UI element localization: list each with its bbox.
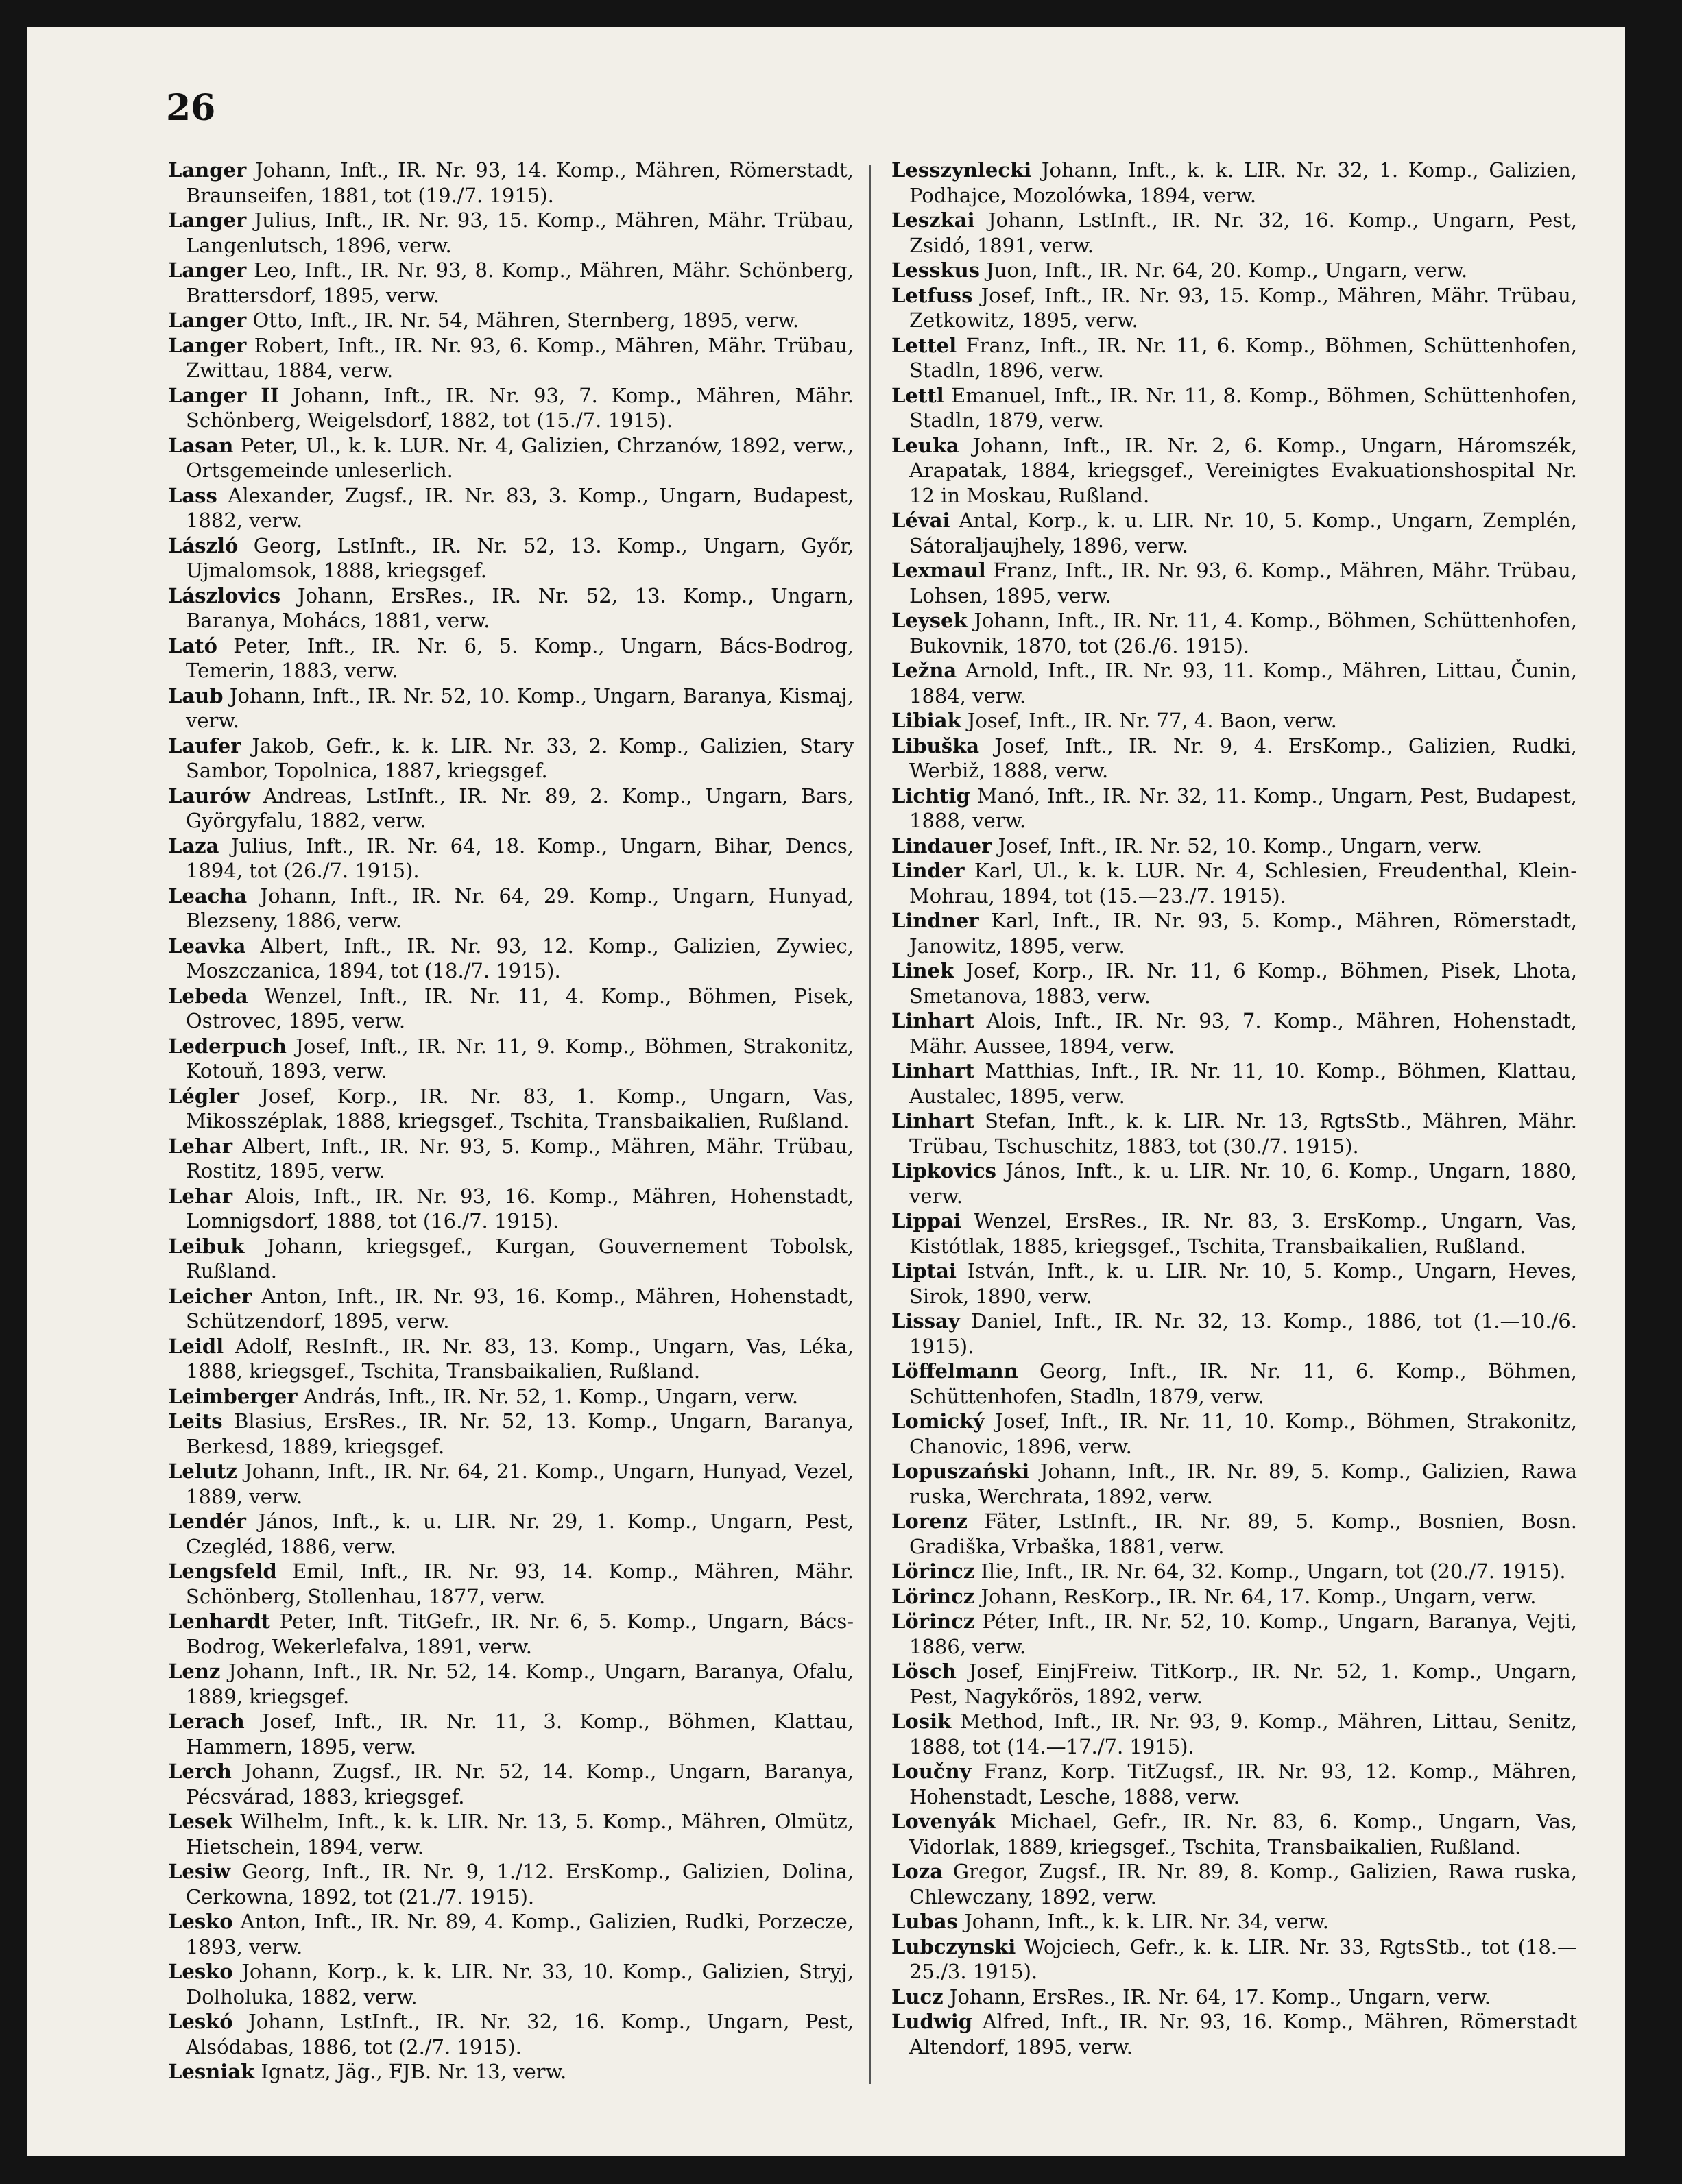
entry-details: Franz, Korp. TitZugsf., IR. Nr. 93, 12. Komp., Mähren, Hohenstadt, Lesche, 1888, verw.: [909, 1760, 1577, 1808]
entry-details: Arnold, Inft., IR. Nr. 93, 11. Komp., Mähren, Littau, Čunin, 1884, verw.: [909, 659, 1577, 707]
entry-details: Karl, Inft., IR. Nr. 93, 5. Komp., Mähren, Römerstadt, Janowitz, 1895, verw.: [909, 909, 1578, 958]
entry-surname: Lelutz: [168, 1459, 237, 1483]
entry-surname: Libiak: [891, 709, 961, 732]
register-entry: [891, 1259, 1577, 1309]
entry-details: Peter, Inft., IR. Nr. 6, 5. Komp., Ungarn, Bács-Bodrog, Temerin, 1883, verw.: [186, 633, 854, 682]
entry-details: Wenzel, ErsRes., IR. Nr. 83, 3. ErsKomp., Ungarn, Vas, Kistótlak, 1885, kriegsgef., Tschita, Transbaikalien, Rußland.: [909, 1209, 1577, 1258]
entry-surname: Leacha: [168, 884, 248, 908]
entry-details: Leo, Inft., IR. Nr. 93, 8. Komp., Mähren, Mähr. Schönberg, Brattersdorf, 1895, verw.: [186, 258, 854, 307]
entry-surname: Leicher: [168, 1284, 252, 1308]
entry-details: Johann, Inft., IR. Nr. 2, 6. Komp., Ungarn, Háromszék, Arapatak, 1884, kriegsgef., Vereinigtes Evakuationshospital Nr. 12 in Moskau, Rußland.: [909, 433, 1577, 507]
entry-surname: Lederpuch: [168, 1034, 287, 1058]
register-entry: [168, 258, 854, 308]
entry-surname: Lörincz: [891, 1560, 975, 1583]
register-entry: [168, 433, 854, 483]
entry-surname: Laurów: [168, 784, 250, 808]
entry-details: Jakob, Gefr., k. k. LIR. Nr. 33, 2. Komp., Galizien, Stary Sambor, Topolnica, 1887, kriegsgef.: [186, 733, 854, 782]
register-entry: [891, 1859, 1577, 1909]
entry-details: Method, Inft., IR. Nr. 93, 9. Komp., Mähren, Littau, Senitz, 1888, tot (14.—17./7. 1915).: [909, 1710, 1577, 1758]
register-entry: [891, 508, 1577, 558]
entry-surname: Leidl: [168, 1334, 224, 1358]
entry-surname: Linhart: [891, 1059, 975, 1082]
entry-surname: Linder: [891, 859, 965, 882]
register-entry: [891, 208, 1577, 258]
register-entry: [891, 1985, 1577, 2010]
entry-details: Johann, Inft., IR. Nr. 11, 4. Komp., Böhmen, Schüttenhofen, Bukovnik, 1870, tot (26./6. 1915).: [909, 609, 1577, 657]
register-entry: [168, 934, 854, 984]
entry-details: Josef, Inft., IR. Nr. 93, 15. Komp., Mähren, Mähr. Trübau, Zetkowitz, 1895, verw.: [909, 283, 1578, 332]
entry-surname: Lehar: [168, 1134, 232, 1158]
entry-details: Johann, ResKorp., IR. Nr. 64, 17. Komp., Ungarn, verw.: [981, 1584, 1537, 1608]
entry-surname: Ležna: [891, 659, 957, 682]
entry-surname: Lesek: [168, 1810, 232, 1833]
entry-details: Alois, Inft., IR. Nr. 93, 16. Komp., Mähren, Hohenstadt, Lomnigsdorf, 1888, tot (16./7. 1915).: [186, 1184, 854, 1233]
entry-surname: Leszkai: [891, 208, 975, 232]
entry-details: Johann, ErsRes., IR. Nr. 52, 13. Komp., Ungarn, Baranya, Mohács, 1881, verw.: [186, 583, 854, 632]
entry-surname: Lató: [168, 633, 217, 657]
entry-surname: Laufer: [168, 733, 241, 757]
register-entry: [168, 984, 854, 1034]
register-entry: [168, 1909, 854, 1959]
register-entry: [168, 1134, 854, 1184]
register-entry: [891, 1309, 1577, 1359]
register-entry: [891, 784, 1577, 834]
entry-surname: Lesskus: [891, 258, 980, 282]
entry-details: Josef, Inft., IR. Nr. 52, 10. Komp., Ungarn, verw.: [998, 834, 1482, 858]
entry-details: Albert, Inft., IR. Nr. 93, 12. Komp., Galizien, Zywiec, Moszczanica, 1894, tot (18./7. 1915).: [186, 934, 854, 982]
register-entry: [168, 208, 854, 258]
entry-surname: Liptai: [891, 1259, 957, 1283]
entry-surname: Leavka: [168, 934, 246, 958]
register-entry: [891, 1108, 1577, 1158]
register-entry: [168, 1859, 854, 1909]
register-entry: [891, 558, 1577, 608]
entry-details: Anton, Inft., IR. Nr. 89, 4. Komp., Galizien, Rudki, Porzecze, 1893, verw.: [186, 1910, 854, 1958]
entry-details: Julius, Inft., IR. Nr. 93, 15. Komp., Mähren, Mähr. Trübau, Langenlutsch, 1896, verw.: [186, 208, 854, 257]
register-entry: [168, 1659, 854, 1709]
page-number: 26: [166, 87, 216, 129]
register-entry: [168, 583, 854, 633]
entry-details: Emil, Inft., IR. Nr. 93, 14. Komp., Mähren, Mähr. Schönberg, Stollenhau, 1877, verw.: [186, 1560, 854, 1608]
entry-details: Anton, Inft., IR. Nr. 93, 16. Komp., Mähren, Hohenstadt, Schützendorf, 1895, verw.: [186, 1284, 854, 1333]
entry-details: Johann, ErsRes., IR. Nr. 64, 17. Komp., Ungarn, verw.: [949, 1985, 1491, 2009]
entry-surname: Lucz: [891, 1985, 944, 2009]
entry-details: Otto, Inft., IR. Nr. 54, Mähren, Sternberg, 1895, verw.: [252, 308, 800, 332]
entry-details: Georg, Inft., IR. Nr. 9, 1./12. ErsKomp., Galizien, Dolina, Cerkowna, 1892, tot (21./7. 1915).: [186, 1860, 854, 1908]
entry-details: Michael, Gefr., IR. Nr. 83, 6. Komp., Ungarn, Vas, Vidorlak, 1889, kriegsgef., Tschita, Transbaikalien, Rußland.: [909, 1810, 1577, 1858]
entry-surname: Langer: [168, 208, 247, 232]
entry-details: Johann, Zugsf., IR. Nr. 52, 14. Komp., Ungarn, Baranya, Pécsvárad, 1883, kriegsgef.: [186, 1760, 854, 1808]
entry-details: Manó, Inft., IR. Nr. 32, 11. Komp., Ungarn, Pest, Budapest, 1888, verw.: [909, 784, 1577, 832]
entry-details: Josef, Korp., IR. Nr. 83, 1. Komp., Ungarn, Vas, Mikosszéplak, 1888, kriegsgef., Tschita, Transbaikalien, Rußland.: [186, 1084, 854, 1132]
register-entry: [168, 633, 854, 683]
entry-details: Antal, Korp., k. u. LIR. Nr. 10, 5. Komp., Ungarn, Zemplén, Sátoraljaujhely, 1896, verw.: [909, 509, 1577, 557]
entry-surname: Leuka: [891, 433, 959, 457]
register-entry: [168, 1559, 854, 1609]
register-entry: [168, 1034, 854, 1084]
register-entry: [891, 1158, 1577, 1209]
entry-surname: Lopuszański: [891, 1459, 1030, 1483]
register-entry: [891, 1509, 1577, 1559]
entry-details: Peter, Inft. TitGefr., IR. Nr. 6, 5. Komp., Ungarn, Bács-Bodrog, Wekerlefalva, 1891, verw.: [186, 1610, 854, 1658]
entry-surname: Leits: [168, 1409, 223, 1433]
entry-surname: Lörincz: [891, 1584, 975, 1608]
register-entry: [168, 333, 854, 383]
entry-surname: Lenz: [168, 1660, 221, 1683]
entry-surname: Lesszynlecki: [891, 158, 1032, 182]
entry-surname: Löffelmann: [891, 1359, 1018, 1383]
entry-details: Georg, Inft., IR. Nr. 11, 6. Komp., Böhmen, Schüttenhofen, Stadln, 1879, verw.: [909, 1359, 1578, 1408]
register-entry: [168, 1234, 854, 1284]
entry-surname: Lubczynski: [891, 1934, 1016, 1958]
register-entry: [168, 1759, 854, 1809]
entry-details: Peter, Ul., k. k. LUR. Nr. 4, Galizien, Chrzanów, 1892, verw., Ortsgemeinde unleserlich.: [186, 433, 854, 482]
entry-details: Josef, Inft., IR. Nr. 9, 4. ErsKomp., Galizien, Rudki, Werbiž, 1888, verw.: [909, 733, 1577, 782]
entry-details: Johann, Korp., k. k. LIR. Nr. 33, 10. Komp., Galizien, Stryj, Dolholuka, 1882, verw.: [186, 1960, 854, 2009]
entry-surname: Lasan: [168, 433, 234, 457]
register-entry: [891, 958, 1577, 1008]
entry-details: Matthias, Inft., IR. Nr. 11, 10. Komp., Böhmen, Klattau, Austalec, 1895, verw.: [909, 1059, 1577, 1108]
register-entry: [168, 483, 854, 533]
register-entry: [891, 1759, 1577, 1809]
register-entry: [168, 733, 854, 784]
entry-surname: Lesniak: [168, 2060, 255, 2083]
entry-surname: Langer: [168, 258, 247, 282]
register-entry: [168, 1459, 854, 1509]
entry-surname: Laub: [168, 683, 224, 707]
entry-details: Karl, Ul., k. k. LUR. Nr. 4, Schlesien, Freudenthal, Klein-Mohrau, 1894, tot (15.—23./7. 1915).: [909, 859, 1577, 908]
entry-details: Johann, LstInft., IR. Nr. 32, 16. Komp., Ungarn, Pest, Zsidó, 1891, verw.: [909, 208, 1577, 257]
register-entry: [891, 658, 1577, 708]
register-entry: [891, 333, 1577, 383]
entry-details: János, Inft., k. u. LIR. Nr. 29, 1. Komp., Ungarn, Pest, Czegléd, 1886, verw.: [186, 1509, 854, 1558]
register-entry: [168, 533, 854, 583]
entry-surname: Langer II: [168, 383, 280, 407]
entry-details: Blasius, ErsRes., IR. Nr. 52, 13. Komp., Ungarn, Baranya, Berkesd, 1889, kriegsgef.: [186, 1409, 854, 1458]
entry-details: Alfred, Inft., IR. Nr. 93, 16. Komp., Mähren, Römerstadt Altendorf, 1895, verw.: [909, 2010, 1577, 2059]
entry-surname: Linhart: [891, 1009, 975, 1032]
entry-details: Ilie, Inft., IR. Nr. 64, 32. Komp., Ungarn, tot (20./7. 1915).: [981, 1560, 1566, 1583]
entry-surname: Lenhardt: [168, 1610, 270, 1633]
register-entry: [891, 1209, 1577, 1259]
register-entry: [168, 834, 854, 884]
entry-surname: Lévai: [891, 509, 950, 532]
entry-surname: Lehar: [168, 1184, 232, 1208]
register-entry: [891, 1409, 1577, 1459]
register-entry: [168, 1709, 854, 1759]
entry-details: Johann, Inft., IR. Nr. 52, 10. Komp., Ungarn, Baranya, Kismaj, verw.: [186, 683, 854, 732]
entry-surname: Leimberger: [168, 1384, 298, 1408]
entry-details: Alois, Inft., IR. Nr. 93, 7. Komp., Mähren, Hohenstadt, Mähr. Aussee, 1894, verw.: [909, 1009, 1578, 1058]
entry-details: Wilhelm, Inft., k. k. LIR. Nr. 13, 5. Komp., Mähren, Olmütz, Hietschein, 1894, verw.: [186, 1810, 854, 1858]
entry-details: János, Inft., k. u. LIR. Nr. 10, 6. Komp., Ungarn, 1880, verw.: [909, 1159, 1578, 1208]
entry-details: Andreas, LstInft., IR. Nr. 89, 2. Komp., Ungarn, Bars, Györgyfalu, 1882, verw.: [186, 784, 854, 832]
register-entry: [891, 433, 1577, 509]
entry-details: Adolf, ResInft., IR. Nr. 83, 13. Komp., Ungarn, Vas, Léka, 1888, kriegsgef., Tschita, Transbaikalien, Rußland.: [186, 1334, 854, 1383]
entry-surname: Lendér: [168, 1509, 246, 1533]
entry-details: Josef, Inft., IR. Nr. 11, 9. Komp., Böhmen, Strakonitz, Kotouň, 1893, verw.: [186, 1034, 854, 1082]
entry-surname: Lorenz: [891, 1509, 968, 1533]
register-entry: [891, 158, 1577, 208]
entry-details: Johann, Inft., IR. Nr. 64, 21. Komp., Ungarn, Hunyad, Vezel, 1889, verw.: [186, 1459, 854, 1508]
entry-surname: Lubas: [891, 1910, 958, 1933]
entry-surname: Lippai: [891, 1209, 961, 1233]
entry-surname: Linek: [891, 959, 954, 982]
entry-details: Albert, Inft., IR. Nr. 93, 5. Komp., Mähren, Mähr. Trübau, Rostitz, 1895, verw.: [186, 1134, 854, 1182]
register-entry: [891, 283, 1577, 333]
register-entry: [168, 1509, 854, 1559]
entry-surname: Lebeda: [168, 984, 248, 1008]
register-entry: [168, 884, 854, 934]
register-entry: [891, 1584, 1577, 1610]
entry-surname: Loza: [891, 1860, 943, 1883]
entry-details: Wojciech, Gefr., k. k. LIR. Nr. 33, RgtsStb., tot (18.—25./3. 1915).: [909, 1934, 1578, 1983]
entry-surname: Lettel: [891, 333, 957, 357]
register-entry: [168, 1409, 854, 1459]
register-entry: [891, 1058, 1577, 1108]
entry-surname: Lengsfeld: [168, 1560, 277, 1583]
entry-surname: Lörincz: [891, 1610, 975, 1633]
register-entry: [891, 708, 1577, 733]
column-divider: [869, 165, 871, 2084]
register-entry: [891, 258, 1577, 283]
register-entry: [168, 2009, 854, 2059]
entry-details: Gregor, Zugsf., IR. Nr. 89, 8. Komp., Galizien, Rawa ruska, Chlewczany, 1892, verw.: [909, 1860, 1578, 1908]
register-entry: [891, 834, 1577, 859]
right-column: [891, 158, 1577, 2059]
entry-surname: Loučny: [891, 1760, 972, 1783]
register-entry: [891, 733, 1577, 784]
entry-details: Josef, Inft., IR. Nr. 11, 3. Komp., Böhmen, Klattau, Hammern, 1895, verw.: [186, 1710, 854, 1758]
entry-details: Josef, Korp., IR. Nr. 11, 6 Komp., Böhmen, Pisek, Lhota, Smetanova, 1883, verw.: [909, 959, 1578, 1008]
entry-surname: Lipkovics: [891, 1159, 996, 1182]
entry-details: Péter, Inft., IR. Nr. 52, 10. Komp., Ungarn, Baranya, Vejti, 1886, verw.: [909, 1610, 1577, 1658]
entry-details: Johann, kriegsgef., Kurgan, Gouvernement Tobolsk, Rußland.: [186, 1234, 854, 1283]
entry-details: Johann, LstInft., IR. Nr. 32, 16. Komp., Ungarn, Pest, Alsódabas, 1886, tot (2./7. 1915).: [186, 2010, 854, 2059]
entry-surname: Lösch: [891, 1660, 957, 1683]
entry-surname: Leibuk: [168, 1234, 245, 1258]
entry-surname: Langer: [168, 333, 247, 357]
register-entry: [891, 1459, 1577, 1509]
register-entry: [168, 1284, 854, 1334]
entry-surname: Linhart: [891, 1109, 975, 1132]
entry-details: István, Inft., k. u. LIR. Nr. 10, 5. Komp., Ungarn, Heves, Sirok, 1890, verw.: [909, 1259, 1578, 1308]
register-entry: [891, 1934, 1577, 1985]
entry-details: Franz, Inft., IR. Nr. 11, 6. Komp., Böhmen, Schüttenhofen, Stadln, 1896, verw.: [909, 333, 1578, 382]
entry-surname: Leysek: [891, 609, 968, 632]
register-entry: [891, 858, 1577, 908]
entry-details: Josef, Inft., IR. Nr. 11, 10. Komp., Böhmen, Strakonitz, Chanovic, 1896, verw.: [909, 1409, 1578, 1458]
register-entry: [891, 1659, 1577, 1709]
register-entry: [168, 1184, 854, 1234]
register-entry: [891, 1809, 1577, 1859]
register-entry: [168, 158, 854, 208]
entry-details: Daniel, Inft., IR. Nr. 32, 13. Komp., 1886, tot (1.—10./6. 1915).: [909, 1309, 1577, 1358]
register-entry: [168, 1334, 854, 1384]
entry-details: Johann, Inft., IR. Nr. 64, 29. Komp., Ungarn, Hunyad, Blezseny, 1886, verw.: [186, 884, 854, 932]
entry-surname: Lass: [168, 483, 217, 507]
entry-details: Robert, Inft., IR. Nr. 93, 6. Komp., Mähren, Mähr. Trübau, Zwittau, 1884, verw.: [186, 333, 854, 382]
register-entry: [891, 1709, 1577, 1759]
register-entry: [168, 784, 854, 834]
entry-surname: Lászlovics: [168, 583, 281, 607]
entry-surname: Ludwig: [891, 2010, 973, 2033]
entry-surname: Lerach: [168, 1710, 245, 1733]
entry-surname: Losik: [891, 1710, 952, 1733]
entry-details: Franz, Inft., IR. Nr. 93, 6. Komp., Mähren, Mähr. Trübau, Lohsen, 1895, verw.: [909, 559, 1577, 607]
entry-surname: Lichtig: [891, 784, 970, 808]
entry-details: Josef, EinjFreiw. TitKorp., IR. Nr. 52, 1. Komp., Ungarn, Pest, Nagykőrös, 1892, verw.: [909, 1660, 1577, 1708]
register-entry: [168, 683, 854, 733]
register-entry: [891, 908, 1577, 958]
register-entry: [891, 1008, 1577, 1058]
register-entry: [168, 1959, 854, 2009]
entry-surname: Lerch: [168, 1760, 232, 1783]
entry-details: András, Inft., IR. Nr. 52, 1. Komp., Ungarn, verw.: [303, 1384, 799, 1408]
entry-surname: Lindner: [891, 909, 979, 932]
entry-details: Fäter, LstInft., IR. Nr. 89, 5. Komp., Bosnien, Bosn. Gradiška, Vrbaška, 1881, verw.: [909, 1509, 1578, 1558]
entry-details: Johann, Inft., IR. Nr. 93, 7. Komp., Mähren, Mähr. Schönberg, Weigelsdorf, 1882, tot (15./7. 1915).: [186, 383, 854, 432]
entry-surname: Lexmaul: [891, 559, 986, 582]
entry-details: Julius, Inft., IR. Nr. 64, 18. Komp., Ungarn, Bihar, Dencs, 1894, tot (26./7. 1915).: [186, 834, 854, 882]
entry-details: Johann, Inft., IR. Nr. 52, 14. Komp., Ungarn, Baranya, Ofalu, 1889, kriegsgef.: [186, 1660, 854, 1708]
register-entry: [168, 2059, 854, 2085]
entry-surname: Letfuss: [891, 283, 973, 307]
entry-details: Emanuel, Inft., IR. Nr. 11, 8. Komp., Böhmen, Schüttenhofen, Stadln, 1879, verw.: [909, 383, 1578, 432]
entry-details: Wenzel, Inft., IR. Nr. 11, 4. Komp., Böhmen, Pisek, Ostrovec, 1895, verw.: [186, 984, 854, 1032]
register-entry: [168, 308, 854, 333]
entry-details: Ignatz, Jäg., FJB. Nr. 13, verw.: [261, 2060, 567, 2083]
entry-details: Georg, LstInft., IR. Nr. 52, 13. Komp., Ungarn, Győr, Ujmalomsok, 1888, kriegsgef.: [186, 533, 854, 582]
entry-details: Johann, Inft., k. k. LIR. Nr. 34, verw.: [964, 1910, 1329, 1933]
entry-details: Josef, Inft., IR. Nr. 77, 4. Baon, verw.: [967, 709, 1337, 732]
register-entry: [891, 608, 1577, 658]
entry-surname: László: [168, 533, 239, 557]
register-entry: [168, 1384, 854, 1409]
entry-details: Stefan, Inft., k. k. LIR. Nr. 13, RgtsStb., Mähren, Mähr. Trübau, Tschuschitz, 1883, tot (30./7. 1915).: [909, 1109, 1577, 1158]
register-entry: [891, 383, 1577, 433]
entry-surname: Lettl: [891, 383, 944, 407]
entry-surname: Lesiw: [168, 1860, 231, 1883]
entry-surname: Lindauer: [891, 834, 992, 858]
entry-surname: Lesko: [168, 1910, 233, 1933]
document-page: [27, 27, 1625, 2156]
entry-surname: Langer: [168, 308, 247, 332]
entry-details: Johann, Inft., IR. Nr. 89, 5. Komp., Galizien, Rawa ruska, Werchrata, 1892, verw.: [909, 1459, 1577, 1508]
entry-surname: Légler: [168, 1084, 239, 1108]
register-entry: [891, 1559, 1577, 1584]
entry-surname: Lesko: [168, 1960, 233, 1983]
register-entry: [168, 1084, 854, 1134]
entry-surname: Langer: [168, 158, 247, 182]
register-entry: [168, 383, 854, 433]
entry-details: Alexander, Zugsf., IR. Nr. 83, 3. Komp., Ungarn, Budapest, 1882, verw.: [186, 483, 854, 532]
register-entry: [168, 1609, 854, 1659]
entry-surname: Lomický: [891, 1409, 985, 1433]
entry-surname: Leskó: [168, 2010, 233, 2033]
entry-details: Johann, Inft., IR. Nr. 93, 14. Komp., Mähren, Römerstadt, Braunseifen, 1881, tot (19./7. 1915).: [186, 158, 854, 207]
register-entry: [168, 1809, 854, 1859]
entry-surname: Lissay: [891, 1309, 960, 1333]
left-column: [168, 158, 854, 2085]
register-entry: [891, 2009, 1577, 2059]
register-entry: [891, 1909, 1577, 1934]
entry-details: Juon, Inft., IR. Nr. 64, 20. Komp., Ungarn, verw.: [986, 258, 1468, 282]
entry-surname: Laza: [168, 834, 219, 858]
entry-surname: Libuška: [891, 733, 979, 757]
entry-surname: Lovenyák: [891, 1810, 996, 1833]
entry-details: Johann, Inft., k. k. LIR. Nr. 32, 1. Komp., Galizien, Podhajce, Mozolówka, 1894, verw.: [909, 158, 1578, 207]
register-entry: [891, 1359, 1577, 1409]
register-entry: [891, 1609, 1577, 1659]
